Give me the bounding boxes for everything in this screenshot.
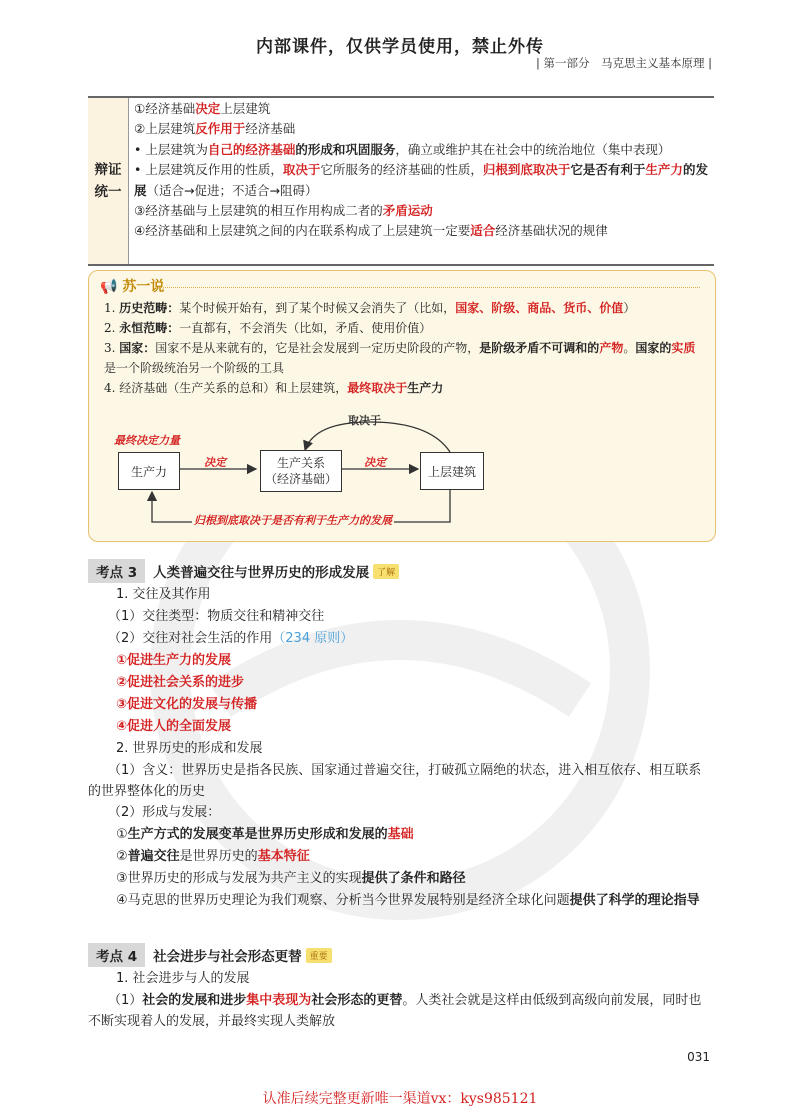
effect-item: ②促进社会关系的进步: [116, 675, 245, 690]
su-yi-shuo-item: 1. 历史范畴：某个时候开始有，到了某个时候又会消失了（比如，国家、阶级、商品、货币、价值）: [104, 301, 636, 315]
page-header-section: | 第一部分 马克思主义基本原理 |: [535, 56, 712, 70]
table-row: • 上层建筑为自己的经济基础的形成和巩固服务，确立或维护其在社会中的统治地位（集中表现）: [134, 141, 671, 157]
label-decide-1: 决定: [204, 456, 226, 469]
heading-communication: 1. 交往及其作用: [116, 587, 211, 602]
kaodian-title: 人类普遍交往与世界历史的形成发展: [153, 565, 370, 581]
su-yi-shuo-item: 3. 国家：国家不是从来就有的，它是社会发展到一定历史阶段的产物，是阶级矛盾不可调和的产物。国家的实质是一个阶级统治另一个阶级的工具: [104, 341, 696, 375]
effect-item: ③促进文化的发展与传播: [116, 697, 258, 712]
table-row: ③经济基础与上层建筑的相互作用构成二者的矛盾运动: [134, 203, 433, 219]
social-progress-text: （1）社会的发展和进步集中表现为社会形态的更替。人类社会就是这样由低级到高级向前发展，同时也不断实现着人的发展，并最终实现人类解放: [88, 993, 702, 1029]
relation-diagram: [100, 412, 520, 532]
label-final-force: 最终决定力量: [114, 434, 180, 447]
heading-social-progress: 1. 社会进步与人的发展: [116, 971, 250, 986]
table-row: ②上层建筑反作用于经济基础: [134, 121, 296, 137]
node-superstructure: 上层建筑: [420, 452, 484, 490]
su-yi-shuo-item: 2. 永恒范畴：一直都有，不会消失（比如，矛盾、使用价值）: [104, 321, 432, 335]
communication-effects-heading: （2）交往对社会生活的作用（234 原则）: [108, 631, 354, 646]
dev-item-1: ①生产方式的发展变革是世界历史形成和发展的基础: [116, 827, 414, 842]
kaodian-tag: 考点 3: [88, 559, 145, 583]
su-yi-shuo-item: 4. 经济基础（生产关系的总和）和上层建筑，最终取决于生产力: [104, 381, 444, 395]
page-header-title: 内部课件，仅供学员使用，禁止外传: [256, 37, 544, 57]
effect-item: ①促进生产力的发展: [116, 653, 232, 668]
dialectic-unity-table: [88, 96, 714, 266]
table-row: ④经济基础和上层建筑之间的内在联系构成了上层建筑一定要适合经济基础状况的规律: [134, 223, 608, 239]
divider: [160, 287, 700, 288]
dev-item-2: ②普遍交往是世界历史的基本特征: [116, 849, 310, 864]
table-content: [134, 99, 710, 242]
table-row: ①经济基础决定上层建筑: [134, 101, 271, 116]
dev-item-4: ④马克思的世界历史理论为我们观察、分析当今世界发展特别是经济全球化问题提供了科学的理论指导: [116, 893, 700, 908]
heading-world-history: 2. 世界历史的形成和发展: [116, 741, 263, 756]
table-label: 辩证 统一: [88, 98, 129, 264]
world-history-meaning: （1）含义：世界历史是指各民族、国家通过普遍交往，打破孤立隔绝的状态，进入相互依存、相互联系的世界整体化的历史: [88, 763, 702, 799]
dev-item-3: ③世界历史的形成与发展为共产主义的实现提供了条件和路径: [116, 871, 466, 886]
su-yi-shuo-tag: 📢 苏一说: [100, 279, 165, 295]
kaodian-title: 社会进步与社会形态更替: [153, 949, 302, 965]
footer-note: 认准后续完整更新唯一渠道vx：kys985121: [262, 1091, 538, 1107]
formation-heading: （2）形成与发展：: [108, 805, 221, 820]
label-decide-2: 决定: [364, 456, 386, 469]
section-kaodian-4: [88, 944, 332, 966]
table-row: • 上层建筑反作用的性质，取决于它所服务的经济基础的性质，归根到底取决于它是否有利于生产力的发展（适合→促进；不适合→阻碍）: [134, 162, 708, 198]
effect-item: ④促进人的全面发展: [116, 719, 232, 734]
section-kaodian-3: [88, 560, 399, 582]
important-badge: 重要: [306, 948, 332, 963]
kaodian-tag: 考点 4: [88, 943, 145, 967]
megaphone-icon: 📢: [100, 279, 118, 295]
label-depends: 取决于: [348, 414, 381, 427]
understand-badge: 了解: [373, 564, 399, 579]
communication-types: （1）交往类型：物质交往和精神交往: [108, 609, 325, 624]
node-productivity: 生产力: [118, 452, 180, 490]
node-production-relations: 生产关系 （经济基础）: [260, 450, 342, 492]
page-number: 031: [687, 1050, 710, 1064]
label-ultimately: 归根到底取决于是否有利于生产力的发展: [194, 514, 392, 527]
